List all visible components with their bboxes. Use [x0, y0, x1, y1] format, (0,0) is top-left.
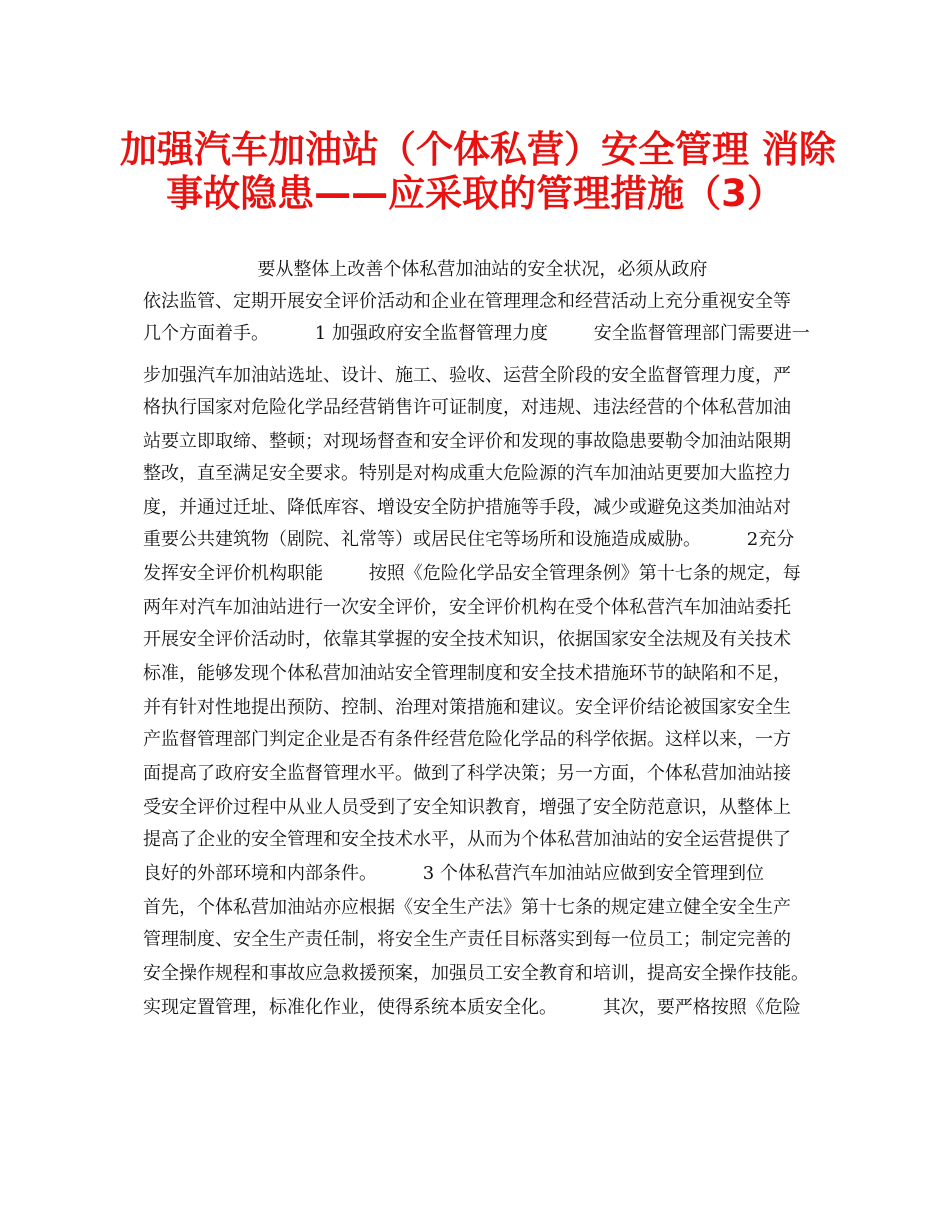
body-line: 标准，能够发现个体私营加油站安全管理制度和安全技术措施环节的缺陷和不足， [143, 663, 791, 684]
body-line: 提高了企业的安全管理和安全技术水平，从而为个体私营加油站的安全运营提供了 [143, 829, 791, 850]
body-line: 管理制度、安全生产责任制，将安全生产责任目标落实到每一位员工；制定完善的 [143, 929, 791, 950]
body-line: 面提高了政府安全监督管理水平。做到了科学决策；另一方面，个体私营加油站接 [143, 763, 791, 784]
body-line: 要从整体上改善个体私营加油站的安全状况，必须从政府 [143, 259, 708, 280]
body-line: 并有针对性地提出预防、控制、治理对策措施和建议。安全评价结论被国家安全生 [143, 697, 791, 718]
body-line: 实现定置管理，标准化作业，使得系统本质安全化。 其次，要严格按照《危险 [143, 997, 801, 1018]
body-line: 良好的外部环境和内部条件。 3 个体私营汽车加油站应做到安全管理到位 [143, 863, 764, 884]
document-title-line-2: 事故隐患——应采取的管理措施（3） [166, 172, 784, 215]
body-line: 两年对汽车加油站进行一次安全评价，安全评价机构在受个体私营汽车加油站委托 [143, 597, 791, 618]
body-line: 受安全评价过程中从业人员受到了安全知识教育，增强了安全防范意识，从整体上 [143, 797, 791, 818]
document-title-line-1: 加强汽车加油站（个体私营）安全管理 消除 [120, 128, 836, 171]
body-line: 首先，个体私营加油站亦应根据《安全生产法》第十七条的规定建立健全安全生产 [143, 897, 791, 918]
body-line: 度，并通过迁址、降低库容、增设安全防护措施等手段，减少或避免这类加油站对 [143, 497, 791, 518]
body-line: 安全操作规程和事故应急救援预案，加强员工安全教育和培训，提高安全操作技能。 [143, 963, 809, 984]
body-line: 产监督管理部门判定企业是否有条件经营危险化学品的科学依据。这样以来，一方 [143, 729, 791, 750]
body-line: 发挥安全评价机构职能 按照《危险化学品安全管理条例》第十七条的规定，每 [143, 563, 801, 584]
body-line: 开展安全评价活动时，依靠其掌握的安全技术知识，依据国家安全法规及有关技术 [143, 629, 791, 650]
body-line: 依法监管、定期开展安全评价活动和企业在管理理念和经营活动上充分重视安全等 [143, 291, 791, 312]
body-line: 整改，直至满足安全要求。特别是对构成重大危险源的汽车加油站更要加大监控力 [143, 463, 791, 484]
body-line: 格执行国家对危险化学品经营销售许可证制度，对违规、违法经营的个体私营加油 [143, 397, 791, 418]
body-line: 步加强汽车加油站选址、设计、施工、验收、运营全阶段的安全监督管理力度，严 [143, 365, 791, 386]
body-line: 站要立即取缔、整顿；对现场督查和安全评价和发现的事故隐患要勒令加油站限期 [143, 431, 791, 452]
body-line: 重要公共建筑物（剧院、礼常等）或居民住宅等场所和设施造成威胁。 2充分 [143, 529, 795, 550]
body-line: 几个方面着手。 1 加强政府安全监督管理力度 安全监督管理部门需要进一 [143, 323, 810, 344]
